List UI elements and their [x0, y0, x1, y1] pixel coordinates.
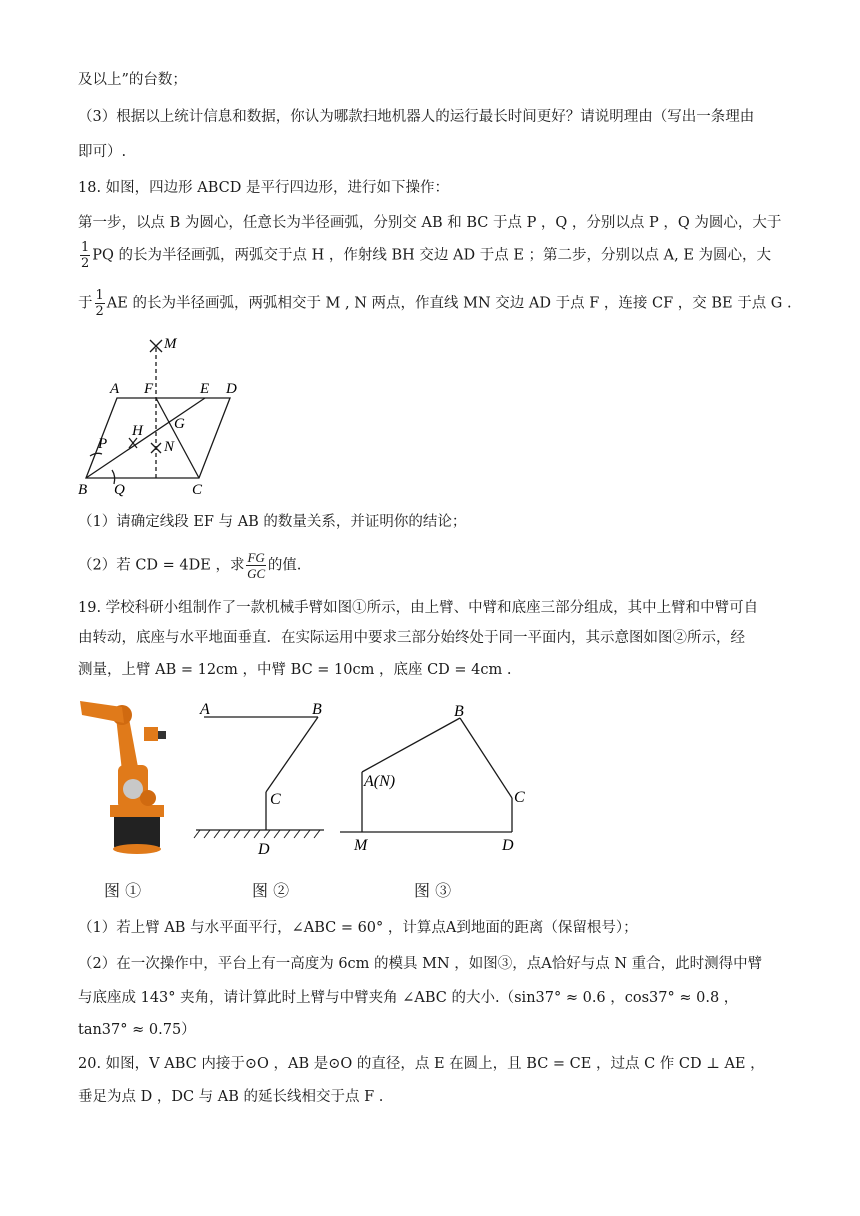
caption-fig3: 图 ③ [414, 881, 452, 900]
label-f: F [144, 381, 154, 397]
caption-fig1: 图 ① [104, 881, 142, 900]
parallelogram-abcd [86, 398, 230, 478]
label-d: D [226, 381, 237, 397]
middle-arm-bc [266, 717, 318, 792]
label-g: G [174, 416, 185, 432]
figure-3-arm-diagram [338, 700, 538, 855]
fig3-label-d: D [502, 837, 514, 854]
label-b: B [78, 482, 88, 498]
q18-step1: 第一步，以点 B 为圆心，任意长为半径画弧，分别交 AB 和 BC 于点 P ，Q ，分别以点 P ，Q 为圆心，大于 [78, 215, 782, 231]
q19-line1: 19. 学校科研小组制作了一款机械手臂如图①所示，由上臂、中臂和底座三部分组成，其中上臂和中臂可自 [78, 600, 759, 616]
q20-line2: 垂足为点 D ，DC 与 AB 的延长线相交于点 F . [78, 1089, 384, 1105]
q18-part2: （2）若 CD = 4DE ，求 $\frac{FG}{GC}$ 的值. [78, 550, 302, 581]
upper-arm-ab [362, 718, 460, 772]
segment-cf [156, 398, 199, 478]
label-h: H [132, 423, 143, 439]
label-e: E [200, 381, 210, 397]
q17-part3: （3）根据以上统计信息和数据，你认为哪款扫地机器人的运行最长时间更好？请说明理由（写出一条理由 [78, 109, 755, 125]
label-p: P [98, 436, 108, 452]
q18-intro: 18. 如图，四边形 ABCD 是平行四边形，进行如下操作： [78, 180, 450, 196]
label-q: Q [114, 482, 125, 498]
q19-part1: （1）若上臂 AB 与水平面平行，∠ABC = 60° ，计算点A到地面的距离（保留根号）； [78, 920, 638, 936]
fig3-label-b: B [454, 703, 464, 720]
middle-arm-bc [460, 718, 512, 798]
fig2-label-b: B [312, 701, 322, 718]
label-a: A [110, 381, 120, 397]
q17-line: 及以上”的台数； [78, 72, 187, 88]
q19-part2-cont: 与底座成 143° 夹角，请计算此时上臂与中臂夹角 ∠ABC 的大小.（sin37° ≈ 0.6 ，cos37° ≈ 0.8 ， [78, 990, 739, 1006]
fraction-half: $\frac{1}{2}$ [81, 240, 90, 271]
q19-line3: 测量，上臂 AB = 12cm ，中臂 BC = 10cm ，底座 CD = 4cm . [78, 662, 512, 678]
q18-step2: 于 $\frac{1}{2}$ AE 的长为半径画弧，两弧相交于 M , N 两点，作直线 MN 交边 AD 于点 F ，连接 CF ，交 BE 于点 G . [78, 288, 792, 319]
q19-line2: 由转动，底座与水平地面垂直．在实际运用中要求三部分始终处于同一平面内，其示意图如图②所示，经 [78, 630, 745, 646]
label-c: C [192, 482, 203, 498]
fig3-label-c: C [514, 789, 525, 806]
q18-part1: （1）请确定线段 EF 与 AB 的数量关系，并证明你的结论； [78, 514, 467, 530]
q20-line1: 20. 如图，V ABC 内接于⊙O ，AB 是⊙O 的直径，点 E 在圆上，且 BC = CE ，过点 C 作 CD ⊥ AE ， [78, 1056, 765, 1072]
robot-arm-image [78, 693, 178, 858]
fig2-label-c: C [270, 791, 281, 808]
label-m: M [164, 336, 177, 352]
q19-part2: （2）在一次操作中，平台上有一高度为 6cm 的模具 MN ，如图③，点A恰好与点 N 重合，此时测得中臂 [78, 956, 763, 972]
q19-part2-end: tan37° ≈ 0.75） [78, 1022, 196, 1038]
q17-part3-cont: 即可）. [78, 144, 127, 160]
fig3-label-m: M [354, 837, 368, 854]
caption-fig2: 图 ② [252, 881, 290, 900]
fig2-label-a: A [200, 701, 210, 718]
fig2-label-d: D [258, 841, 270, 855]
q18-step1-cont: $\frac{1}{2}$ PQ 的长为半径画弧，两弧交于点 H ，作射线 BH 交边 AD 于点 E ；第二步，分别以点 A, E 为圆心，大 [81, 240, 772, 271]
fig3-label-an: A(N) [364, 773, 396, 790]
fraction-half: $\frac{1}{2}$ [95, 288, 104, 319]
fraction-fg-gc: $\frac{FG}{GC}$ [247, 550, 266, 581]
label-n: N [164, 439, 175, 455]
figure-2-arm-diagram [192, 700, 332, 855]
q18-parallelogram-figure [72, 330, 272, 500]
